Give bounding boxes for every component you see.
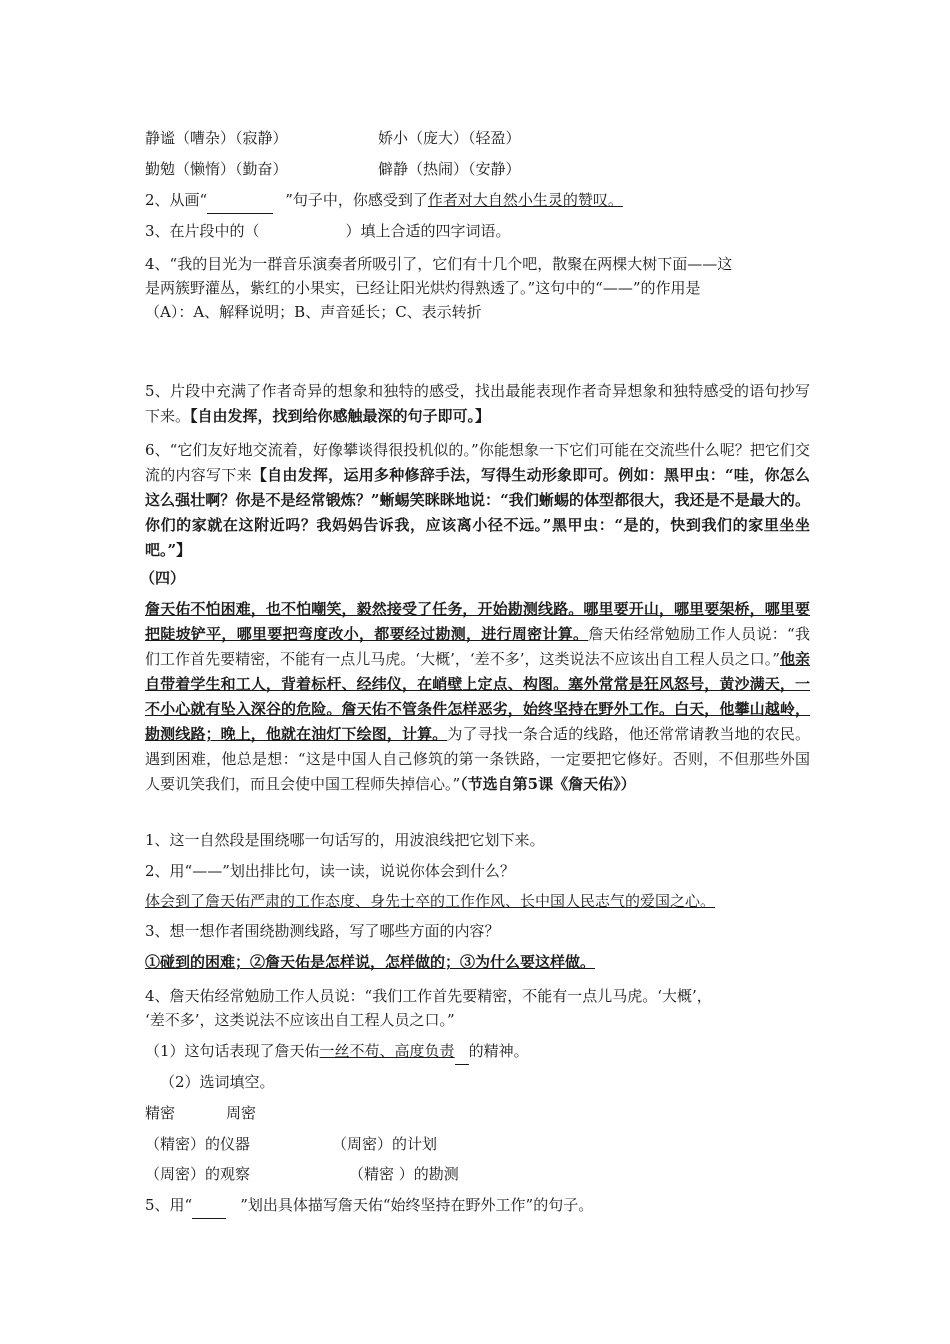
question-text: 是两簇野灌丛，紫红的小果实，已经让阳光烘灼得熟透了。”这句中的“——”的作用是 [145, 279, 701, 297]
fill-item: （精密 ）的勘测 [349, 1165, 459, 1183]
fill-item: （周密）的观察 [145, 1165, 251, 1183]
p4-question-4-1 [145, 1038, 529, 1065]
passage-source: （节选自第5课《詹天佑》） [460, 775, 636, 793]
answer-blank [455, 1038, 469, 1065]
fill-item: （周密）的计划 [332, 1135, 438, 1153]
answer-text: 【自由发挥，运用多种修辞手法，写得生动形象即可。例如：黑甲虫：“哇，你怎么这么强壮啊？你是不是经常锻炼？”蜥蜴笑眯眯地说：“我们蜥蜴的体型都很大，我还是不是最大的。你们的家就在这附近吗？我妈妈告诉我，应该离小径不远。”黑甲虫：“是的，快到我们的家里坐坐吧。”】 [145, 466, 810, 559]
question-4-line [145, 275, 701, 301]
question-3 [145, 218, 511, 244]
question-text: 的精神。 [468, 1042, 529, 1060]
vocab-pair-right: 僻静（热闹）（安静） [378, 160, 521, 178]
p4-question-4-line: 4、詹天佑经常勉励工作人员说：“我们工作首先要精密，不能有一点儿马虎。‘大概’， [145, 987, 712, 1005]
question-5 [145, 379, 810, 429]
question-2 [145, 187, 623, 214]
p4-answer-3: ①碰到的困难；②詹天佑是怎样说，怎样做的；③为什么要这样做。 [145, 953, 596, 971]
p4-question-1: 1、这一自然段是围绕哪一句话写的，用波浪线把它划下来。 [145, 831, 545, 849]
question-6 [145, 438, 810, 563]
passage-underlined: 他亲自带着学生和工人，背着标杆、经纬仪，在峭壁上定点、构图。塞外常常是狂风怒号，黄沙满天，一不小心就有坠入深谷的危险。詹天佑不管条件怎样恶劣，始终坚持在野外工作。白天，他攀山越岭，勘测线路；晚上，他就在油灯下绘图，计算。 [145, 650, 810, 743]
p4-question-5 [145, 1192, 593, 1219]
question-4-line [145, 299, 482, 325]
answer-text: 【自由发挥，找到给你感触最深的句子即可。】 [190, 407, 491, 425]
question-text: 6、“它们友好地交流着，好像攀谈得很投机似的。”你能想象一下它们可能在交流些什么呢？把它们交流的内容写下来 [145, 441, 810, 484]
p4-question-4-2: （2）选词填空。 [160, 1073, 275, 1091]
answer-text: 作者对大自然小生灵的赞叹。 [427, 191, 623, 209]
vocab-row [145, 125, 288, 151]
question-text: 5、用“ [145, 1196, 193, 1214]
vocab-row [145, 156, 288, 182]
p4-answer-2: 体会到了詹天佑严肃的工作态度、身先士卒的工作作风、长中国人民志气的爱国之心。 [145, 892, 716, 910]
section-heading: （四） [140, 569, 186, 587]
answer-text: 一丝不苟、高度负责 [319, 1042, 455, 1060]
word-option: 精密 [145, 1104, 176, 1122]
question-text: ”划出具体描写詹天佑“始终坚持在野外工作”的句子。 [240, 1196, 594, 1214]
answer-blank [207, 187, 273, 214]
question-text: （A）：A、解释说明；B、声音延长；C、表示转折 [145, 303, 482, 321]
p4-question-2: 2、用“——”划出排比句，读一读，说说你体会到什么？ [145, 862, 515, 880]
passage [145, 597, 810, 797]
question-text: 4、“我的目光为一群音乐演奏者所吸引了，它们有十几个吧，散聚在两棵大树下面——这 [145, 255, 733, 273]
question-text: ”句子中，你感受到了 [285, 191, 428, 209]
vocab-row [378, 156, 521, 182]
passage-underlined: 詹天佑不怕困难，也不怕嘲笑，毅然接受了任务，开始勘测线路。哪里要开山，哪里要架桥，哪里要把陡坡铲平，哪里要把弯度改小，都要经过勘测，进行周密计算。 [145, 600, 810, 643]
question-text: ）填上合适的四字词语。 [345, 222, 511, 240]
vocab-pair-left: 静谧（嘈杂）（寂静） [145, 129, 288, 147]
p4-question-4-line: ‘差不多’，这类说法不应该出自工程人员之口。” [145, 1011, 455, 1029]
p4-question-3: 3、想一想作者围绕勘测线路，写了哪些方面的内容？ [145, 922, 500, 940]
word-option: 周密 [226, 1104, 257, 1122]
vocab-row [378, 125, 521, 151]
answer-blank [192, 1192, 226, 1219]
passage-text: 詹天佑经常勉励工作人员说：“我们工作首先要精密，不能有一点儿马虎。‘大概’，‘差不多’，这类说法不应该出自工程人员之口。” [145, 625, 810, 668]
vocab-pair-right: 娇小（庞大）（轻盈） [378, 129, 521, 147]
passage-text: 为了寻找一条合适的线路，他还常常请教当地的农民。遇到困难，他总是想：“这是中国人自己修筑的第一条铁路，一定要把它修好。否则，不但那些外国人要讥笑我们，而且会使中国工程师失掉信心。” [145, 725, 810, 793]
question-text: 5、片段中充满了作者奇异的想象和独特的感受，找出最能表现作者奇异想象和独特感受的语句抄写下来。 [145, 382, 810, 425]
vocab-pair-left: 勤勉（懒惰）（勤奋） [145, 160, 288, 178]
question-text: 3、在片段中的（ [145, 222, 260, 240]
question-4-line [145, 251, 732, 277]
question-text: （1）这句话表现了詹天佑 [145, 1042, 320, 1060]
fill-item: （精密）的仪器 [145, 1135, 251, 1153]
question-text: 2、从画“ [145, 191, 208, 209]
